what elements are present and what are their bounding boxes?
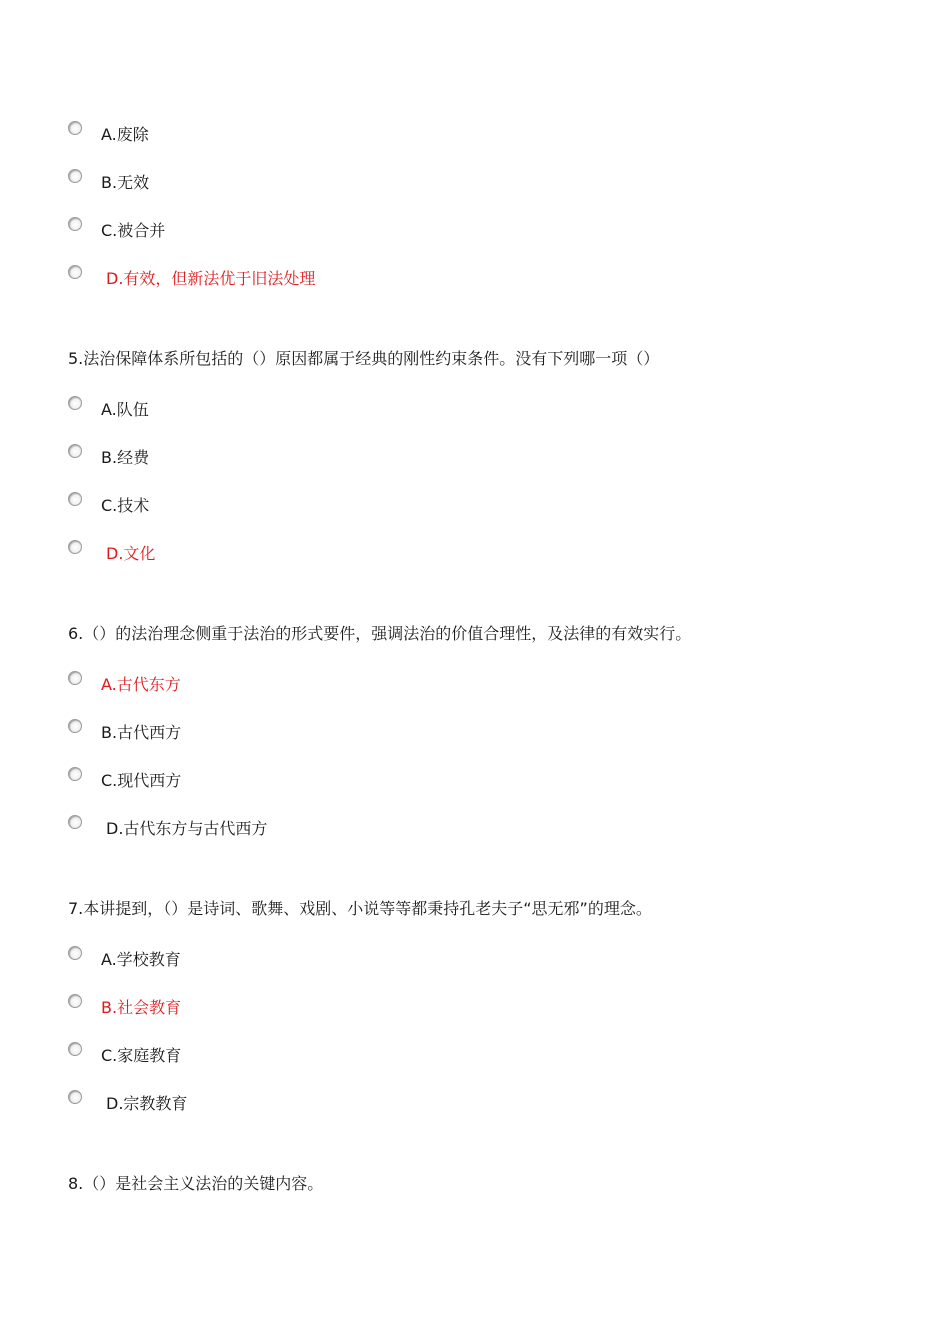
option-label: C.现代西方 [101, 771, 182, 790]
radio-button[interactable] [68, 540, 82, 554]
option-label-correct: B.社会教育 [101, 998, 182, 1017]
option-label-correct: D.有效，但新法优于旧法处理 [106, 269, 316, 288]
option-label: D.宗教教育 [106, 1094, 188, 1113]
radio-button[interactable] [68, 946, 82, 960]
radio-button[interactable] [68, 719, 82, 733]
radio-button[interactable] [68, 265, 82, 279]
radio-button[interactable] [68, 1090, 82, 1104]
option-label-correct: A.古代东方 [101, 675, 181, 694]
question-7-text: 7.本讲提到，（）是诗词、歌舞、戏剧、小说等等都秉持孔老夫子“思无邪”的理念。 [68, 899, 652, 918]
radio-button[interactable] [68, 396, 82, 410]
question-8-text: 8.（）是社会主义法治的关键内容。 [68, 1174, 324, 1193]
option-label: C.被合并 [101, 221, 166, 240]
option-label-correct: D.文化 [106, 544, 156, 563]
question-5-text: 5.法治保障体系所包括的（）原因都属于经典的刚性约束条件。没有下列哪一项（） [68, 349, 660, 368]
radio-button[interactable] [68, 217, 82, 231]
radio-button[interactable] [68, 767, 82, 781]
radio-button[interactable] [68, 169, 82, 183]
radio-button[interactable] [68, 1042, 82, 1056]
option-label: B.古代西方 [101, 723, 182, 742]
option-label: A.队伍 [101, 400, 149, 419]
option-label: B.经费 [101, 448, 150, 467]
option-label: C.技术 [101, 496, 150, 515]
option-label: C.家庭教育 [101, 1046, 182, 1065]
radio-button[interactable] [68, 121, 82, 135]
option-label: A.废除 [101, 125, 149, 144]
radio-button[interactable] [68, 994, 82, 1008]
option-label: A.学校教育 [101, 950, 181, 969]
radio-button[interactable] [68, 492, 82, 506]
option-label: B.无效 [101, 173, 150, 192]
option-label: D.古代东方与古代西方 [106, 819, 268, 838]
radio-button[interactable] [68, 815, 82, 829]
radio-button[interactable] [68, 671, 82, 685]
question-6-text: 6.（）的法治理念侧重于法治的形式要件，强调法治的价值合理性，及法律的有效实行。 [68, 624, 692, 643]
radio-button[interactable] [68, 444, 82, 458]
